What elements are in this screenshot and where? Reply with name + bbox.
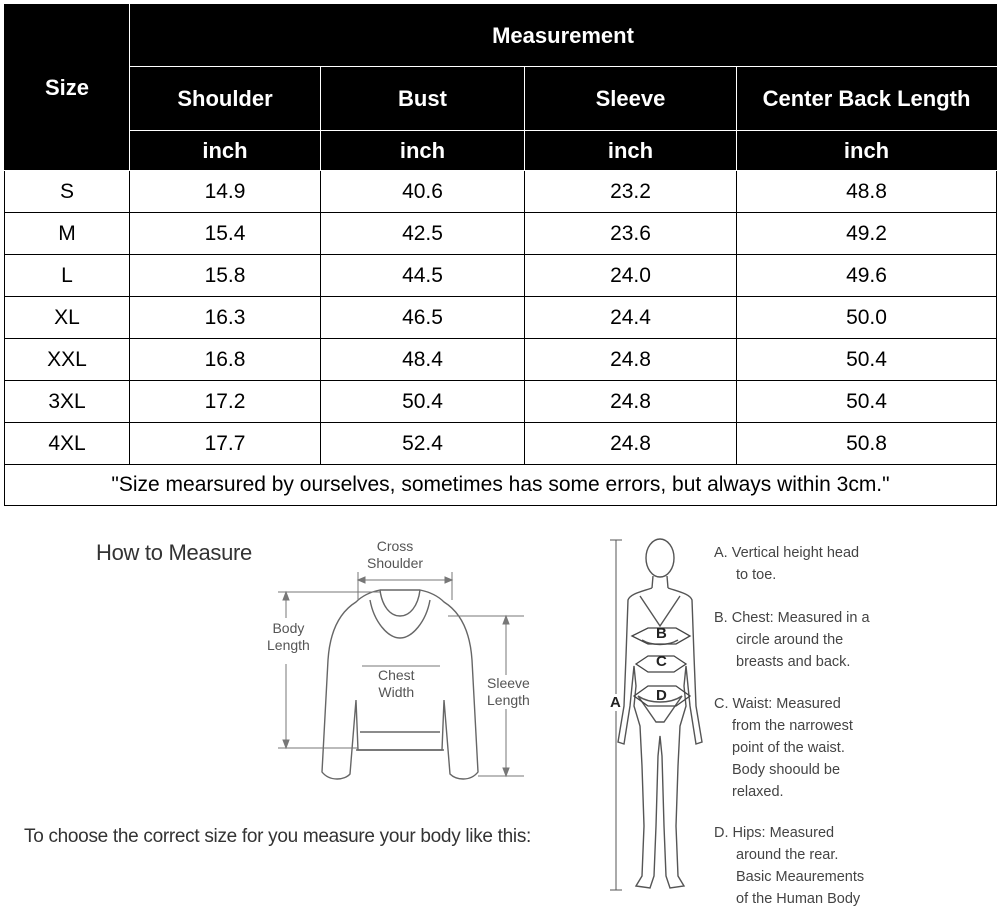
- chest-width-label: Chest Width: [378, 667, 415, 700]
- center-back-length-cell: 50.8: [737, 423, 997, 465]
- note-a-height: A. Vertical height head to toe.: [714, 545, 860, 583]
- center-back-length-cell: 50.4: [737, 381, 997, 423]
- marker-c: C: [656, 653, 667, 670]
- shoulder-cell: 16.8: [130, 339, 321, 381]
- table-row: [5, 381, 997, 423]
- bust-cell: 42.5: [321, 213, 525, 255]
- bust-cell: 40.6: [321, 171, 525, 213]
- cross-shoulder-label: Cross Shoulder: [367, 538, 424, 571]
- table-row: [5, 423, 997, 465]
- center-back-length-cell: 49.6: [737, 255, 997, 297]
- table-body: [5, 171, 997, 465]
- sleeve-cell: 24.8: [525, 381, 737, 423]
- bust-cell: 46.5: [321, 297, 525, 339]
- table-row: [5, 339, 997, 381]
- column-header-center-back-length: Center Back Length: [737, 67, 997, 131]
- size-disclaimer-note: "Size mearsured by ourselves, sometimes has some errors, but always within 3cm.": [5, 465, 997, 506]
- bust-cell: 52.4: [321, 423, 525, 465]
- bust-cell: 50.4: [321, 381, 525, 423]
- size-cell: L: [5, 255, 130, 297]
- sleeve-cell: 24.8: [525, 423, 737, 465]
- column-header-shoulder: Shoulder: [130, 67, 321, 131]
- shoulder-cell: 15.4: [130, 213, 321, 255]
- body-length-label: Body Length: [267, 620, 310, 653]
- marker-a: A: [610, 694, 621, 711]
- size-cell: 3XL: [5, 381, 130, 423]
- shoulder-cell: 16.3: [130, 297, 321, 339]
- table-row: [5, 255, 997, 297]
- sleeve-cell: 23.2: [525, 171, 737, 213]
- how-to-measure-title: How to Measure: [96, 540, 252, 565]
- sleeve-length-label: Sleeve Length: [487, 675, 530, 708]
- shoulder-cell: 14.9: [130, 171, 321, 213]
- center-back-length-cell: 50.0: [737, 297, 997, 339]
- note-c-waist: C. Waist: Measured from the narrowest point of the waist. Body shoould be relaxed.: [714, 696, 853, 800]
- size-chart-table: [4, 4, 997, 506]
- column-header-bust: Bust: [321, 67, 525, 131]
- measure-instruction-text: To choose the correct size for you measure your body like this:: [24, 826, 532, 847]
- marker-b: B: [656, 625, 667, 642]
- center-back-length-cell: 49.2: [737, 213, 997, 255]
- unit-label: inch: [130, 131, 321, 171]
- sleeve-cell: 23.6: [525, 213, 737, 255]
- center-back-length-cell: 50.4: [737, 339, 997, 381]
- measurement-group-header: Measurement: [130, 5, 997, 67]
- unit-label: inch: [321, 131, 525, 171]
- shoulder-cell: 17.7: [130, 423, 321, 465]
- marker-d: D: [656, 687, 667, 704]
- unit-label: inch: [737, 131, 997, 171]
- sleeve-cell: 24.0: [525, 255, 737, 297]
- size-cell: XL: [5, 297, 130, 339]
- size-cell: M: [5, 213, 130, 255]
- table-row: [5, 171, 997, 213]
- size-cell: 4XL: [5, 423, 130, 465]
- shoulder-cell: 17.2: [130, 381, 321, 423]
- body-measurement-figure: [600, 536, 710, 896]
- bust-cell: 44.5: [321, 255, 525, 297]
- note-b-chest: B. Chest: Measured in a circle around the breasts and back.: [714, 610, 870, 670]
- bust-cell: 48.4: [321, 339, 525, 381]
- column-header-sleeve: Sleeve: [525, 67, 737, 131]
- size-cell: XXL: [5, 339, 130, 381]
- sleeve-cell: 24.4: [525, 297, 737, 339]
- sleeve-cell: 24.8: [525, 339, 737, 381]
- shoulder-cell: 15.8: [130, 255, 321, 297]
- size-column-header: Size: [5, 5, 130, 171]
- table-header: [5, 5, 997, 171]
- center-back-length-cell: 48.8: [737, 171, 997, 213]
- table-row: [5, 213, 997, 255]
- unit-label: inch: [525, 131, 737, 171]
- size-cell: S: [5, 171, 130, 213]
- table-row: [5, 297, 997, 339]
- note-d-hips: D. Hips: Measured around the rear. Basic Meaurements of the Human Body: [714, 825, 865, 907]
